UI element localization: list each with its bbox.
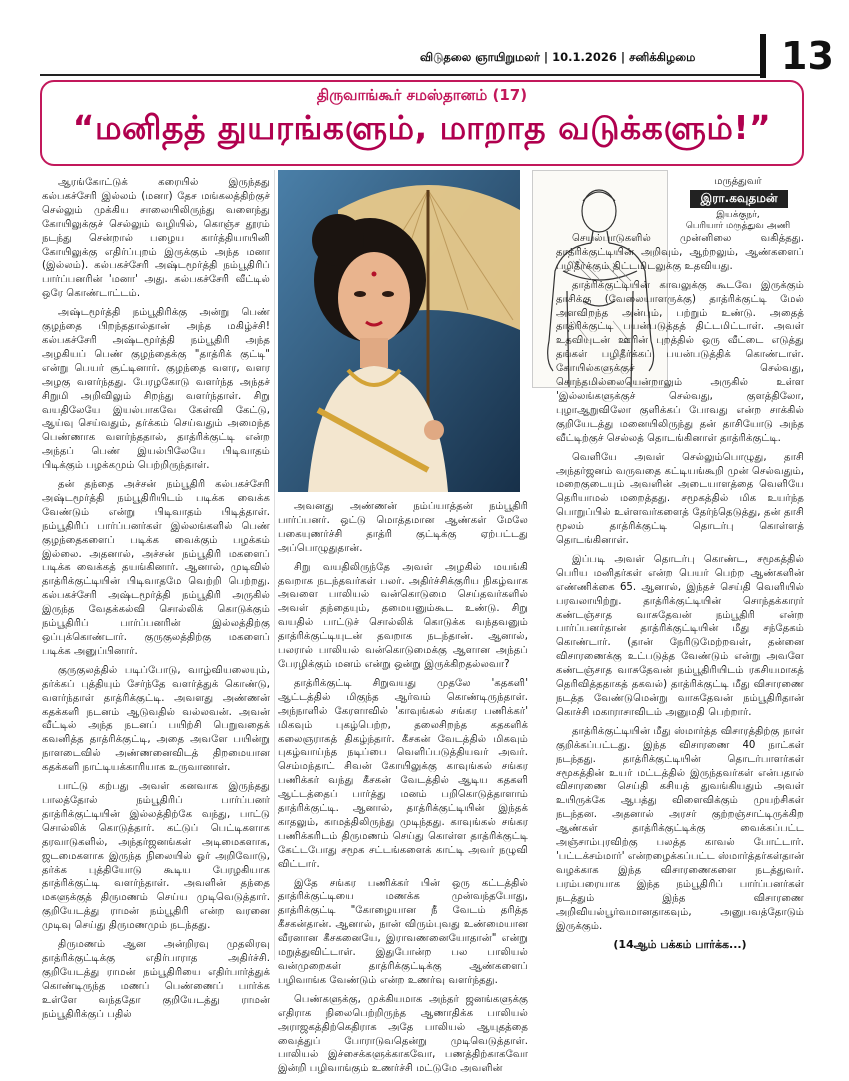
paragraph: அவனது அண்ணன் நம்ப்யாத்தன் நம்பூதிரி பார்ப்பனர். ஒட்டு மொத்தமான ஆண்கள் மேலே பகையுணர்ச்சி தாத்ரி குட்டிக்கு ஏற்பட்டது அப்பொழுதுதான். <box>278 501 528 554</box>
paragraph: வெளியே அவள் செல்லும்பொழுது, தாசி அந்தர்ஜனம் வருவதை கட்டியங்கூறி முன் செல்வதும், மறைகுடையும் அவளின் அடையாளத்தை வெளியே தெரியாமல் மறைத்தது. சமூகத்தில் மிக உயர்ந்த பொறுப்பில் உள்ளவர்களைத் தேர்ந்தெடுத்து, தன் தாசி மூலம் தாத்ரிக்குட்டி தொடர்பு கொள்ளத் தொடங்கினாள். <box>556 451 804 547</box>
article-column-left <box>42 176 270 1026</box>
paragraph: பாட்டு கற்பது அவள் கனவாக இருந்தது பாலத்தோல் நம்பூதிரிப் பார்ப்பனர் தாத்ரிக்குட்டியின் இல்லத்திற்கே வந்து, பாட்டு சொல்லிக் கொடுத்தார். கட்டுப் பெட்டிகளாக தரவாடுகளில், அந்தர்ஜனங்கள் அடிமைகளாக, ஜடமைகளாக இருந்த நிலையில் ஓர் அறிவோடு, தர்க்க புத்தியோடு கூடிய பேரழகியாக தாத்ரிக்குட்டி வளர்ந்தாள். அவளின் தந்தை மகளுக்குத் திருமணம் செய்ய முடிவெடுத்தார். குறியேடத்து ராமன் நம்பூதிரி என்ற வரனை முடிவு செய்து திருமணமும் நடந்தது. <box>42 781 270 932</box>
page-number: 13 <box>760 34 849 78</box>
paragraph: தாத்ரிக்குட்டியின் காவலுக்கு கூடவே இருக்கும் தாசிக்கு (வேலையாளருக்கு) தாத்ரிக்குட்டி மேல் அளவிறந்த அன்பும், பற்றும் உண்டு. அதைத் தாத்ரிக்குட்டி பயன்படுத்தத் திட்டமிட்டாள். அவள் உதவியுடன் ஊரின் புறத்தில் ஒரு வீட்டை எடுத்து தங்கள் பழிதீர்க்கப் பயன்படுத்திக் கொண்டாள். கோயில்களுக்குச் செல்வது, சொந்தமில்லையென்றாலும் அருகில் உள்ள 'இல்லங்களுக்குச் செல்வது, குளத்திலோ, புழாஆறுவிலோ குளிக்கப் போவது என்ற சாக்கில் குறியேடத்து மனையிலிருந்து தன் தாசியோடு அந்த வீட்டிற்குச் செல்லத் தொடங்கினாள் தாத்ரிக்குட்டி. <box>556 279 804 444</box>
series-title: திருவாங்கூர் சமஸ்தானம் (17) <box>316 86 528 104</box>
header-separator: | <box>543 50 553 64</box>
article-column-middle <box>278 500 528 1081</box>
paragraph: தாத்ரிக்குட்டி சிறுவயது முதலே 'கதகளி' ஆட்டத்தில் மிகுந்த ஆர்வம் கொண்டிருந்தாள். அந்நாளில் கேரளாவில் 'காவுங்கல் சங்கர பணிக்கர்' மிகவும் புகழ்பெற்ற, தலைசிறந்த கதகளிக் கலைஞராகத் திகழ்ந்தார். கீசகன் வேடத்தில் மிகவும் புகழ்வாய்ந்த நடிப்பை வெளிப்படுத்தியவர் அவர். செம்மந்தாட் சிவன் கோயிலுக்கு காவுங்கல் சங்கர பணிக்கர் வந்து கீசகன் வேடத்தில் ஆடிய கதகளி ஆட்டத்தைப் பார்த்து மனம் பறிகொடுத்தாளாம் தாத்ரிக்குட்டி. ஆனால், தாத்ரிக்குட்டியின் இந்தக் காதலும், காமத்திலிருந்து முடிந்தது. காவுங்கல் சங்கர பணிக்கரிடம் திருமணம் செய்து கொள்ள தாத்ரிக்குட்டி கேட்டபோது சமூக சட்டங்களைக் காட்டி அவர் நழுவி விட்டார். <box>278 677 528 870</box>
author-name: இரா.கவுதமன் <box>700 191 778 205</box>
issue-day: சனிக்கிழமை <box>629 50 696 64</box>
paragraph: சிறு வயதிலிருந்தே அவள் அழகில் மயங்கி தவறாக நடந்தவர்கள் பலர். அதிர்ச்சிக்குரிய நிகழ்வாக அவளை பாலியல் வன்கொடுமை செய்தவர்களில் அவள் தந்தையும், தமையனும்கூட உண்டு. சிறு வயதில் பாட்டுச் சொல்லிக் கொடுக்க வந்தவனும் தாத்ரிக்குட்டியுடன் தவறாக நடந்தான். ஆனால், பலரால் பாலியல் வன்கொடுமைக்கு ஆளான அந்தப் பேரழிக்கும் மனம் என்று ஒன்று இருக்கிறதல்லவா? <box>278 561 528 670</box>
headline: “மனிதத் துயரங்களும், மாறாத வடுக்களும்!” <box>72 108 772 147</box>
paragraph: பெண்களுக்கு, முக்கியமாக அந்தர் ஜனங்களுக்கு எதிராக நிலைபெற்றிருந்த ஆணாதிக்க பாலியல் அராஜகத்திற்கெதிராக அதே பாலியல் ஆயுதத்தை வைத்துப் போராடுவதென்று முடிவெடுத்தாள். பாலியல் இச்சைக்களுக்காகவோ, பணத்திற்காகவோ இன்றி பழிவாங்கும் உணர்ச்சி மட்டுமே அவளின் <box>278 993 528 1075</box>
paragraph: செயல்பாடுகளில் முன்னிலை வகித்தது. தாத்ரிக்குட்டியின் அறிவும், ஆற்றலும், ஆண்களைப் பழிதீர்க்கும் திட்டமிடலுக்கு உதவியது. <box>556 233 804 272</box>
paragraph: திருமணம் ஆன அன்றிரவு முதலிரவு தாத்ரிக்குட்டிக்கு எதிர்பாராத அதிர்ச்சி. குறியேடத்து ராமன் நம்பூதிரியை எதிர்பார்த்துக் கொண்டிருந்த மணப் பெண்ணைப் பார்க்க உள்ளே வந்ததோ குறியேடத்து ராமன் நம்பூதிரிக்குப் பதில் <box>42 939 270 1020</box>
paragraph: அஷ்டமூர்த்தி நம்பூதிரிக்கு அன்று பெண் குழந்தை பிறந்ததால்தான் அந்த மகிழ்ச்சி! கல்பகச்சேரி அஷ்டமூர்த்தி நம்பூதிரி அந்த அழகியப் பெண் குழந்தைக்கு "தாத்ரிக் குட்டி" என்று பெயர் சூட்டினார். குழந்தை வளர, வளர அழகு வளர்ந்தது. பேரழகோடு வளர்ந்த அந்தச் சிறுமி அறிவிலும் சிறந்து வளர்ந்தாள். சிறு வயதிலேயே இயல்பாகவே கேள்வி கேட்டு, ஆய்வு செய்வதும், தர்க்கம் செய்வதும் அமைந்த பெண்ணாக வளர்ந்ததால், தாத்ரிக்குட்டி என்ற அந்தப் பெண் இயல்பிலேயே பிடிவாதம் பிடிக்கும் பழக்கமும் பெற்றிருந்தாள். <box>42 307 270 472</box>
author-role-line: பெரியார் மருத்துவ அணி <box>685 221 791 231</box>
article-column-right <box>556 232 804 938</box>
painting-image <box>278 170 520 492</box>
paragraph: இப்படி அவள் தொடர்பு கொண்ட, சமூகத்தில் பெரிய மனிதர்கள் என்ற பெயர் பெற்ற ஆண்களின் எண்ணிக்கை 65. ஆனால், இந்தச் செய்தி வெளியில் பரவலாயிற்று. தாத்ரிக்குட்டியின் சொந்தக்காரர் கண்டஞ்சாத வாசுதேவன் நம்பூதிரி என்ற பார்ப்பனர்தான் தாத்ரிக்குட்டியின் மீது சந்தேகம் கொண்டார். (தான் நேரிடுமேற்றவள், தன்னை விசாரணைக்கு உட்படுத்த வேண்டும் என்று அவளே கண்டஞ்சாத வாசுதேவன் நம்பூதிரியிடம் ரகசியமாகத் தெரிவித்ததாகத் தகவல்) தாத்ரிக்குட்டி மீது விசாரணை நடத்த வேண்டுமென்று வாசுதேவன் நம்பூதிரிதான் கொச்சி மகாராசாவிடம் அனுமதி பெற்றார். <box>556 553 804 718</box>
header-rule <box>40 74 760 76</box>
paragraph: இதே சங்கர பணிக்கர் பின் ஒரு கட்டத்தில் தாத்ரிக்குட்டியை மணக்க முன்வந்தபோது, தாத்ரிக்குட்டி "கோழையான நீ வேடம் தரித்த கீசகன்தான். ஆனால், நான் விரும்புவது உண்மையான வீரனான கீசகனையே, இராவணனையோதான்" என்று மறுத்துவிட்டாள். இதுபோன்ற பல பாலியல் வன்முறைகள் தாத்ரிக்குட்டிக்கு ஆண்களைப் பழிவாங்க வேண்டும் என்ற உணர்வு வளர்ந்தது. <box>278 877 528 986</box>
author-role-line: இயக்குநர், <box>716 210 760 220</box>
painting-woman-illustration <box>278 170 520 492</box>
header-info <box>420 50 750 66</box>
paragraph: குருகுலத்தில் படிப்போடு, வாழ்வியலையும், தர்க்கப் புத்தியும் சேர்ந்தே வளர்த்துக் கொண்டு, வளர்ந்தாள் தாத்ரிக்குட்டி. அவளது அண்ணன் கதக்களி நடனம் ஆடுவதில் வல்லவன். அவன் வீட்டில் அந்த நடனப் பயிற்சி பெறுவதைக் கவனித்த தாத்ரிக்குட்டி, அதை அவளே பயின்று நாளடைவில் அண்ணனைவிடத் திறமையான கதக்களி நாட்டியக்காரியாக உருவானாள். <box>42 664 270 774</box>
paragraph: தாத்ரிக்குட்டியின் மீது ஸ்மார்த்த விசாரத்திற்கு நாள் குறிக்கப்பட்டது. இந்த விசாரணை 40 நாட்கள் நடந்தது. தாத்ரிக்குட்டியின் தொடர்பாளர்கள் சமூகத்தின் உயர் மட்டத்தில் இருந்தவர்கள் என்பதால் விசாரணை செய்தி கசியத் துவங்கியதும் அவள் உயிருக்கே ஆபத்து விளைவிக்கும் முயற்சிகள் நடந்தன. அதனால் அரசர் குற்றஞ்சாட்டிருக்கிற ஆண்கள் தாத்ரிக்குட்டிக்கு வைக்கப்பட்ட அஞ்சாம்புரவிற்கு பலத்த காவல் போட்டார். 'பட்டக்சம்மார்' என்றழைக்கப்பட்ட ஸ்மார்த்தர்கள்தான் வழக்காக இந்த விசாரணைகளை நடத்துவர். பரம்பரையாக இந்த நம்பூதிரிப் பார்ப்பனர்கள் நடத்தும் இந்த விசாரணை அறிவியல்பூர்வமானதாகவும், அனுபவத்தோடும் இருக்கும். <box>556 725 805 932</box>
paragraph: தன் தந்தை அச்சன் நம்பூதிரி கல்பகச்சேரி அஷ்டமூர்த்தி நம்பூதிரியிடம் படிக்க வைக்க வேண்டும் என்று பிடிவாதம் பிடித்தாள். நம்பூதிரிப் பார்ப்பனர்கள் இல்லங்களில் பெண் குழந்தைகளைப் படிக்க வைக்கும் பழக்கம் இல்லை. அதனால், அச்சன் நம்பூதிரி மகளைப் படிக்க வைக்கத் தயங்கினார். ஆனால், முடிவில் தாத்ரிக்குட்டியின் பிடிவாதமே வெற்றி பெற்றது. கல்பகச்சேரி அஷ்டமூர்த்தி நம்பூதிரி அருகில் இருந்த வேதக்கல்வி சொல்லிக் கொடுக்கும் நம்பூதிரிப் பார்ப்பனரின் இல்லத்திற்கு ஒப்புக்கொண்டார். குருகுலத்திற்கு மகளைப் படிக்க அனுப்பினார். <box>42 479 270 657</box>
issue-date: 10.1.2026 <box>552 50 617 64</box>
paragraph: ஆரங்கோட்டுக் கரையில் இருந்தது கல்பகச்சேரி இல்லம் (மனா) தேச மங்கலத்திற்குச் செல்லும் முக்கிய சாலையிலிருந்து வளைந்து கோயிலுக்குச் செல்லும் வழியில், கொஞ்ச தூரம் நடந்து சென்றால் பழைய கார்த்தியாயினி கோயிலுக்கு எதிர்ப்புறம் இருக்கும் அந்த மனா (இல்லம்). கல்பகச்சேரி அஷ்டமூர்த்தி நம்பூதிரிப் பார்ப்பனரின் 'மனா' அது. கல்பகச்சேரி வீட்டில் ஒரே கொண்டாட்டம். <box>42 177 270 300</box>
continued-on-page: (14ஆம் பக்கம் பார்க்க...) <box>613 938 747 951</box>
author-role <box>672 210 804 232</box>
header-separator: | <box>620 50 630 64</box>
column-divider <box>274 170 275 960</box>
publication-name: விடுதலை ஞாயிறுமலர் <box>420 50 540 64</box>
author-prefix: மருத்துவர் <box>714 176 762 187</box>
